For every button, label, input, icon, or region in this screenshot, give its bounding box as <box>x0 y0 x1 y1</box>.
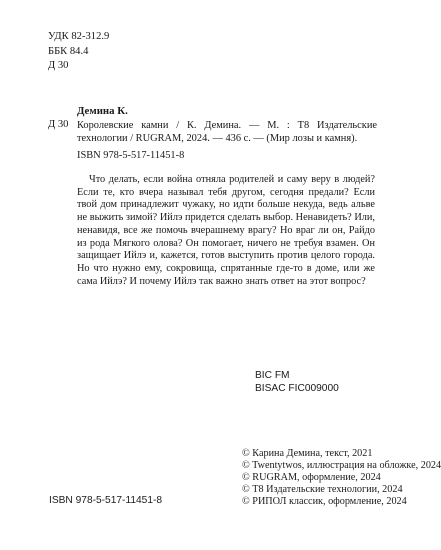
udk-code: УДК 82-312.9 <box>48 31 110 42</box>
author-mark-code: Д 30 <box>48 60 69 71</box>
subject-codes <box>255 369 339 395</box>
isbn-top: ISBN 978-5-517-11451-8 <box>77 150 185 161</box>
copyright-block <box>242 448 441 507</box>
author-name: Демина К. <box>77 105 128 117</box>
copyright-line: © Twentytwos, иллюстрация на обложке, 2024 <box>242 459 441 471</box>
bbk-code: ББК 84.4 <box>48 45 89 57</box>
bic-code: BIC FM <box>255 370 290 381</box>
bibliographic-record: Королевские камни / К. Демина. — М. : Т8 Издательские технологии / RUGRAM, 2024. — 436 с. — (Мир лозы и камня). <box>77 120 377 144</box>
classification-codes <box>48 30 109 74</box>
annotation <box>77 174 375 288</box>
copyright-line: © Т8 Издательские технологии, 2024 <box>242 483 403 495</box>
bisac-code: BISAC FIC009000 <box>255 383 339 394</box>
isbn-bottom: ISBN 978-5-517-11451-8 <box>49 495 163 506</box>
annotation-text: Что делать, если война отняла родителей и саму веру в людей? Если те, кто вчера называл тебя другом, сегодня предали? Если твой дом принадлежит чужаку, но идти больше некуда, ведь альве не выжить зимой? Ийлэ придется сделать выбор. Ненавидеть? Или, ненавидя, все же помочь вчерашнему врагу? Но враг ли он, Райдо из рода Мягкого олова? Он помогает, ничего не требуя взамен. Он защищает Ийлэ и, кажется, готов выступить против целого города. Но что нужно ему, сокровища, спрятанные где-то в доме, или же сама Ийлэ? И почему Ийлэ так важно знать ответ на этот вопрос? <box>77 174 375 287</box>
copyright-line: © РИПОЛ классик, оформление, 2024 <box>242 495 407 507</box>
catalog-mark: Д 30 <box>48 119 69 130</box>
copyright-line: © Карина Демина, текст, 2021 <box>242 448 373 459</box>
copyright-line: © RUGRAM, оформление, 2024 <box>242 471 381 483</box>
